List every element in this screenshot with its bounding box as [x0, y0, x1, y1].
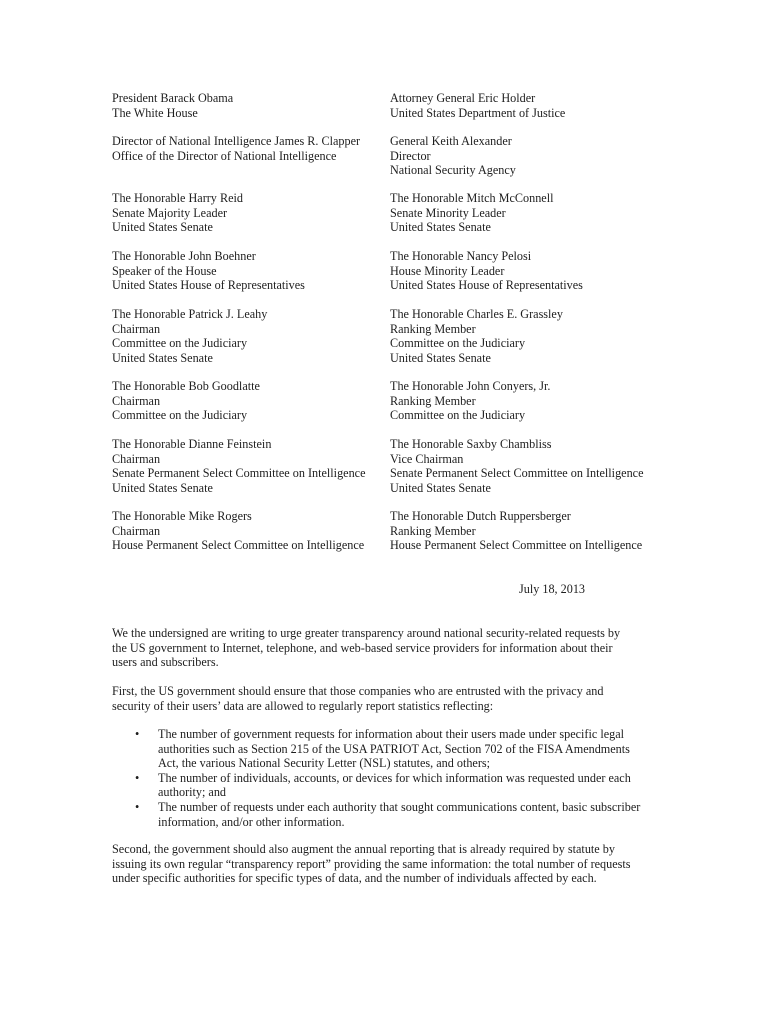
addressee-mcconnell: [390, 191, 553, 235]
addressee-line: United States Department of Justice: [390, 105, 566, 120]
addressee-line: House Permanent Select Committee on Intelligence: [390, 538, 643, 553]
list-item-line: The number of requests under each authority that sought communications content, basic subscriber: [158, 799, 641, 814]
addressee-rogers: [112, 509, 364, 553]
paragraph-line: We the undersigned are writing to urge greater transparency around national security-related requests by: [112, 626, 621, 640]
addressee-line: National Security Agency: [390, 163, 516, 178]
list-item-line: information, and/or other information.: [158, 814, 345, 829]
addressee-line: General Keith Alexander: [390, 134, 512, 148]
list-item-line: authority; and: [158, 785, 227, 800]
addressee-line: The Honorable Charles E. Grassley: [390, 307, 563, 321]
list-item-line: authorities such as Section 215 of the USA PATRIOT Act, Section 702 of the FISA Amendments: [158, 741, 630, 756]
bullet-icon: •: [135, 727, 140, 741]
paragraph-line: under specific authorities for specific types of data, and the number of individuals affected by each.: [112, 871, 597, 886]
addressee-line: Attorney General Eric Holder: [390, 91, 536, 105]
addressee-line: Director of National Intelligence James R. Clapper: [112, 134, 361, 148]
list-item: [135, 727, 655, 771]
addressee-line: Ranking Member: [390, 321, 476, 336]
addressee-line: House Permanent Select Committee on Intelligence: [112, 538, 365, 553]
addressee-line: The Honorable Mitch McConnell: [390, 191, 554, 205]
addressee-line: The White House: [112, 105, 198, 120]
addressee-line: United States Senate: [112, 350, 213, 365]
addressee-line: Chairman: [112, 321, 161, 336]
addressee-line: Office of the Director of National Intelligence: [112, 148, 337, 163]
addressee-line: Committee on the Judiciary: [390, 408, 526, 423]
addressee-grassley: [390, 307, 563, 365]
addressee-line: United States Senate: [112, 220, 213, 235]
list-item-line: The number of government requests for information about their users made under specific legal: [158, 727, 625, 741]
addressee-line: The Honorable Harry Reid: [112, 191, 243, 205]
bullet-icon: •: [135, 770, 140, 785]
addressee-line: Senate Minority Leader: [390, 205, 506, 220]
addressee-boehner: [112, 249, 305, 293]
list-item: [135, 771, 655, 800]
addressee-line: Senate Majority Leader: [112, 205, 228, 220]
addressee-line: Vice Chairman: [390, 451, 464, 466]
paragraph-line: users and subscribers.: [112, 655, 219, 670]
addressee-conyers: [390, 379, 550, 423]
addressee-holder: [390, 91, 565, 120]
addressee-line: Senate Permanent Select Committee on Intelligence: [390, 466, 644, 481]
addressee-clapper: [112, 134, 360, 163]
first-paragraph: [112, 684, 657, 713]
addressee-line: House Minority Leader: [390, 263, 505, 278]
statistics-bullet-list: [135, 727, 655, 829]
addressee-line: United States House of Representatives: [112, 278, 305, 293]
addressee-reid: [112, 191, 243, 235]
paragraph-line: First, the US government should ensure that those companies who are entrusted with the privacy and: [112, 684, 604, 698]
addressee-line: The Honorable Dutch Ruppersberger: [390, 509, 571, 523]
addressee-ruppersberger: [390, 509, 642, 553]
addressee-line: United States Senate: [390, 480, 491, 495]
addressee-line: United States House of Representatives: [390, 278, 583, 293]
addressee-pelosi: [390, 249, 583, 293]
addressee-feinstein: [112, 437, 366, 495]
addressee-line: President Barack Obama: [112, 91, 234, 105]
letter-date: July 18, 2013: [519, 582, 586, 596]
addressee-line: The Honorable Saxby Chambliss: [390, 437, 552, 451]
addressee-line: The Honorable Patrick J. Leahy: [112, 307, 268, 321]
addressee-line: The Honorable Bob Goodlatte: [112, 379, 260, 393]
addressee-line: Director: [390, 148, 431, 163]
addressee-line: Committee on the Judiciary: [112, 408, 248, 423]
paragraph-line: the US government to Internet, telephone, and web-based service providers for information about their: [112, 640, 613, 655]
addressee-line: United States Senate: [390, 220, 491, 235]
addressee-line: The Honorable Nancy Pelosi: [390, 249, 532, 263]
addressee-line: Committee on the Judiciary: [112, 336, 248, 351]
addressee-line: United States Senate: [112, 480, 213, 495]
list-item: [135, 800, 655, 829]
addressee-line: Chairman: [112, 393, 161, 408]
second-paragraph: [112, 842, 657, 886]
addressee-leahy: [112, 307, 267, 365]
addressee-line: Ranking Member: [390, 393, 476, 408]
paragraph-line: issuing its own regular “transparency report” providing the same information: the total number of requests: [112, 856, 631, 871]
addressee-line: Chairman: [112, 451, 161, 466]
addressee-line: The Honorable Dianne Feinstein: [112, 437, 272, 451]
list-item-line: The number of individuals, accounts, or devices for which information was requested under each: [158, 770, 631, 785]
list-item-line: Act, the various National Security Letter (NSL) statutes, and others;: [158, 756, 491, 771]
addressee-line: United States Senate: [390, 350, 491, 365]
addressee-chambliss: [390, 437, 644, 495]
paragraph-line: Second, the government should also augment the annual reporting that is already required by statute by: [112, 842, 615, 856]
addressee-line: The Honorable Mike Rogers: [112, 509, 252, 523]
addressee-line: Chairman: [112, 523, 161, 538]
addressee-line: Ranking Member: [390, 523, 476, 538]
addressee-line: The Honorable John Conyers, Jr.: [390, 379, 551, 393]
addressee-line: Committee on the Judiciary: [390, 336, 526, 351]
addressee-alexander: [390, 134, 516, 178]
paragraph-line: security of their users’ data are allowed to regularly report statistics reflecting:: [112, 698, 494, 713]
addressee-line: Senate Permanent Select Committee on Intelligence: [112, 466, 366, 481]
addressee-goodlatte: [112, 379, 260, 423]
addressee-line: Speaker of the House: [112, 263, 217, 278]
intro-paragraph: [112, 626, 657, 670]
addressee-line: The Honorable John Boehner: [112, 249, 256, 263]
addressee-obama: [112, 91, 233, 120]
bullet-icon: •: [135, 799, 140, 814]
